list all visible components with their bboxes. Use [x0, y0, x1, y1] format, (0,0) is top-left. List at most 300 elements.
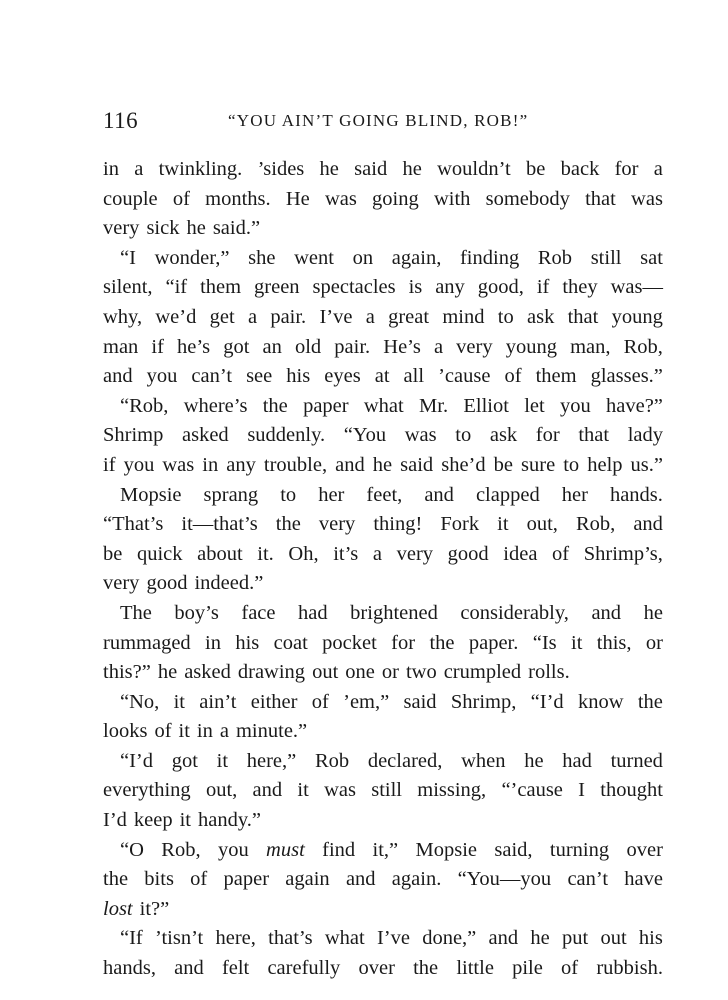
text-line: [103, 569, 663, 599]
word: she’d: [441, 453, 486, 476]
word: Fork: [440, 513, 480, 536]
word: I’d: [103, 809, 127, 832]
word: you: [217, 838, 249, 861]
word: got: [171, 749, 198, 772]
word: ’sides: [257, 158, 305, 180]
word: face: [241, 601, 276, 624]
text-line: [103, 747, 663, 777]
word: crumpled: [443, 661, 522, 684]
text-line: [103, 806, 663, 836]
word: of: [311, 690, 329, 713]
word: lost: [103, 897, 133, 920]
word: feet,: [366, 483, 403, 506]
word: quick: [136, 542, 183, 565]
word: rolls.: [528, 661, 570, 684]
word: them: [535, 365, 577, 388]
word: any: [226, 453, 256, 476]
word: sure: [521, 453, 556, 476]
word: Rob: [537, 246, 573, 269]
word: trouble,: [263, 453, 328, 476]
word: man,: [570, 335, 611, 358]
word: back: [560, 158, 600, 180]
word: pocket: [322, 631, 377, 654]
word: a: [653, 158, 663, 180]
text-line: [103, 895, 663, 925]
word: He’s: [383, 335, 421, 358]
word: very: [396, 542, 434, 565]
word: the: [429, 631, 455, 654]
word: felt: [221, 957, 250, 980]
word: thought: [600, 779, 663, 802]
word: great: [388, 305, 430, 328]
word: silent,: [103, 276, 153, 299]
word: get: [209, 305, 235, 328]
text-line: [103, 451, 663, 481]
word: looks: [103, 720, 148, 743]
word: if: [151, 335, 164, 358]
word: they: [562, 276, 598, 299]
word: man: [103, 335, 139, 358]
word: or: [645, 631, 663, 654]
word: let: [524, 394, 545, 417]
word: “O: [120, 838, 144, 861]
word: it: [571, 631, 583, 654]
word: old: [294, 335, 322, 358]
word: again,: [391, 246, 442, 269]
word: minute.”: [235, 720, 308, 743]
word: mind: [442, 305, 485, 328]
word: in: [205, 631, 221, 654]
word: done,”: [422, 927, 477, 950]
word: sat: [640, 246, 663, 269]
word: paper: [303, 394, 349, 417]
word: it: [497, 513, 509, 536]
word: that’s: [268, 927, 313, 950]
word: you: [559, 394, 591, 417]
word: the: [275, 513, 301, 536]
word: must: [266, 838, 305, 861]
word: and: [424, 483, 454, 506]
word: two: [405, 661, 437, 684]
word: that: [567, 305, 599, 328]
word: turning: [549, 838, 610, 861]
word: why,: [103, 305, 143, 328]
word: twinkling.: [158, 158, 243, 180]
word: be: [103, 542, 123, 565]
word: is: [408, 276, 423, 299]
word: he: [186, 217, 206, 240]
word: The: [120, 601, 152, 624]
word: and: [252, 779, 283, 802]
word: it: [179, 809, 192, 832]
word: it: [173, 690, 185, 713]
text-line: [103, 924, 663, 954]
word: you: [123, 453, 155, 476]
text-line: [103, 510, 663, 540]
word: “I’d: [120, 749, 154, 772]
word: a: [365, 305, 375, 328]
word: if: [536, 276, 550, 299]
word: “No,: [120, 690, 160, 713]
word: got: [223, 335, 250, 358]
word: out,: [526, 513, 558, 536]
word: all: [403, 365, 425, 388]
word: on: [352, 246, 374, 269]
word: brightened: [350, 601, 438, 624]
word: Rob,: [623, 335, 663, 358]
word: said,: [494, 838, 533, 861]
word: ’tisn’t: [155, 927, 204, 950]
text-line: [103, 836, 663, 866]
word: I: [578, 779, 585, 802]
word: handy.”: [198, 809, 262, 832]
word: can’t: [191, 365, 233, 388]
word: of: [154, 720, 172, 743]
word: her: [318, 483, 345, 506]
word: about: [197, 542, 243, 565]
word: have: [624, 868, 663, 891]
word: in: [196, 720, 213, 743]
word: was: [162, 453, 195, 476]
word: wouldn’t: [437, 158, 511, 180]
word: and: [174, 957, 204, 980]
word: ’cause: [438, 365, 491, 388]
word: a: [134, 158, 144, 180]
word: Mopsie: [120, 483, 182, 506]
word: wonder,”: [154, 246, 230, 269]
word: to: [563, 453, 580, 476]
word: indeed.”: [194, 572, 264, 595]
word: “Rob,: [120, 394, 169, 417]
word: “That’s: [103, 513, 164, 536]
word: glasses.”: [590, 365, 663, 388]
word: Rob: [314, 749, 350, 772]
word: of: [190, 868, 208, 891]
word: out,: [205, 779, 238, 802]
word: of: [561, 957, 579, 980]
word: was: [324, 779, 356, 802]
word: to: [455, 424, 472, 447]
word: it: [297, 779, 309, 802]
word: out: [600, 927, 627, 950]
word: here,: [215, 927, 256, 950]
word: was: [404, 424, 437, 447]
text-line: [103, 303, 663, 333]
word: his: [638, 927, 663, 950]
word: I’ve: [376, 927, 410, 950]
word: his: [235, 631, 260, 654]
word: and: [335, 453, 365, 476]
word: he: [530, 927, 550, 950]
word: very: [103, 572, 140, 595]
word: and: [345, 868, 376, 891]
word: sick: [146, 217, 180, 240]
word: said: [403, 690, 437, 713]
word: everything: [103, 779, 191, 802]
word: this,: [596, 631, 632, 654]
word: had: [298, 601, 328, 624]
word: Oh,: [288, 542, 319, 565]
word: in: [103, 158, 119, 180]
word: very: [456, 335, 493, 358]
text-line: [103, 658, 663, 688]
word: Rob,: [575, 513, 616, 536]
word: ask: [527, 305, 555, 328]
word: couple: [103, 187, 158, 210]
word: very: [318, 513, 356, 536]
word: put: [562, 927, 589, 950]
text-line: [103, 481, 663, 511]
word: “I: [120, 246, 136, 269]
word: it: [216, 749, 229, 772]
text-line: [103, 185, 663, 215]
word: rubbish.: [596, 957, 663, 980]
word: thing!: [373, 513, 423, 536]
word: you: [146, 365, 178, 388]
word: considerably,: [460, 601, 569, 624]
word: the: [262, 394, 288, 417]
text-line: [103, 599, 663, 629]
word: and: [591, 601, 622, 624]
text-line: [103, 629, 663, 659]
word: see: [246, 365, 273, 388]
word: “If: [120, 927, 143, 950]
word: asked: [184, 661, 231, 684]
word: a: [247, 305, 258, 328]
word: it,”: [372, 838, 399, 861]
word: pair.: [334, 335, 371, 358]
word: again.: [391, 868, 442, 891]
word: he: [157, 661, 178, 684]
text-line: [103, 688, 663, 718]
word: here,”: [246, 749, 297, 772]
word: it?”: [139, 897, 170, 920]
word: said: [400, 453, 434, 476]
word: when: [461, 749, 506, 772]
word: for: [535, 424, 560, 447]
word: either: [250, 690, 298, 713]
word: paper.: [468, 631, 519, 654]
text-line: [103, 155, 663, 185]
word: still: [371, 779, 402, 802]
word: where’s: [183, 394, 248, 417]
word: and: [488, 927, 519, 950]
word: months.: [205, 187, 271, 210]
word: boy’s: [174, 601, 219, 624]
word: coat: [273, 631, 308, 654]
text-line: [103, 244, 663, 274]
word: it’s: [333, 542, 359, 565]
word: he: [372, 453, 393, 476]
word: asked: [182, 424, 229, 447]
word: “You: [343, 424, 387, 447]
word: a: [219, 720, 229, 743]
word: Elliot: [463, 394, 509, 417]
word: young: [611, 305, 663, 328]
word: he: [402, 158, 422, 180]
word: the: [103, 868, 129, 891]
word: “’cause: [501, 779, 563, 802]
word: I’ve: [319, 305, 353, 328]
word: idea: [503, 542, 538, 565]
word: one: [345, 661, 375, 684]
word: the: [413, 957, 439, 980]
word: drawing: [237, 661, 306, 684]
word: going: [372, 187, 419, 210]
word: said: [354, 158, 388, 180]
word: good: [447, 542, 489, 565]
word: Shrimp,: [450, 690, 517, 713]
word: was: [631, 187, 663, 210]
word: was—: [610, 276, 663, 299]
word: bits: [144, 868, 174, 891]
word: help: [587, 453, 623, 476]
word: what: [324, 927, 365, 950]
word: an: [262, 335, 282, 358]
text-line: [103, 717, 663, 747]
word: “You—you: [457, 868, 552, 891]
text-line: [103, 421, 663, 451]
word: somebody: [485, 187, 570, 210]
word: he: [643, 601, 663, 624]
word: clapped: [475, 483, 540, 506]
word: any: [435, 276, 465, 299]
word: turned: [610, 749, 663, 772]
word: again: [285, 868, 330, 891]
word: or: [381, 661, 399, 684]
word: a: [372, 542, 383, 565]
word: for: [391, 631, 416, 654]
word: He: [285, 187, 310, 210]
word: suddenly.: [247, 424, 326, 447]
word: Shrimp’s,: [583, 542, 663, 565]
word: it—that’s: [181, 513, 258, 536]
word: had: [562, 749, 592, 772]
word: this?”: [103, 661, 151, 684]
word: of: [504, 365, 522, 388]
word: pair.: [270, 305, 307, 328]
word: at: [374, 365, 390, 388]
word: little: [456, 957, 494, 980]
word: and: [633, 513, 663, 536]
word: “I’d: [530, 690, 564, 713]
word: them: [200, 276, 242, 299]
word: paper: [223, 868, 270, 891]
word: of: [172, 187, 190, 210]
text-line: [103, 392, 663, 422]
word: in: [202, 453, 219, 476]
word: spectacles: [312, 276, 396, 299]
text-line: [103, 776, 663, 806]
word: over: [358, 957, 395, 980]
word: us.”: [630, 453, 663, 476]
word: he: [319, 158, 339, 180]
word: went: [294, 246, 334, 269]
word: to: [497, 305, 514, 328]
word: ask: [489, 424, 518, 447]
word: that: [578, 424, 610, 447]
word: it.: [257, 542, 274, 565]
word: over: [626, 838, 663, 861]
word: keep: [133, 809, 173, 832]
word: Shrimp: [103, 424, 164, 447]
word: hands.: [609, 483, 663, 506]
text-line: [103, 362, 663, 392]
word: young: [505, 335, 557, 358]
running-head: “YOU AIN’T GOING BLIND, ROB!”: [228, 111, 529, 130]
word: her: [561, 483, 588, 506]
word: ’em,”: [343, 690, 390, 713]
word: green: [254, 276, 300, 299]
word: declared,: [367, 749, 443, 772]
word: his: [286, 365, 311, 388]
word: we’d: [155, 305, 197, 328]
word: carefully: [267, 957, 341, 980]
page-number: 116: [103, 108, 139, 133]
word: know: [577, 690, 624, 713]
word: said.”: [212, 217, 261, 240]
word: what: [363, 394, 404, 417]
word: finding: [459, 246, 520, 269]
word: very: [103, 217, 140, 240]
word: “Is: [532, 631, 557, 654]
word: be: [493, 453, 514, 476]
word: lady: [627, 424, 663, 447]
word: out: [312, 661, 339, 684]
word: pile: [512, 957, 543, 980]
text-line: [103, 865, 663, 895]
word: the: [637, 690, 663, 713]
word: hands,: [103, 957, 156, 980]
word: for: [614, 158, 639, 180]
word: good: [146, 572, 188, 595]
word: she: [248, 246, 276, 269]
word: to: [280, 483, 297, 506]
word: missing,: [417, 779, 487, 802]
word: he’s: [177, 335, 211, 358]
word: of: [552, 542, 570, 565]
word: it: [178, 720, 190, 743]
word: have?”: [606, 394, 663, 417]
word: good,: [477, 276, 524, 299]
word: with: [433, 187, 471, 210]
text-line: [103, 540, 663, 570]
word: he: [524, 749, 544, 772]
word: and: [103, 365, 133, 388]
word: still: [590, 246, 622, 269]
word: was: [324, 187, 357, 210]
body-text: [103, 155, 663, 984]
text-line: [103, 954, 663, 984]
text-line: [103, 273, 663, 303]
text-line: [103, 214, 663, 244]
word: a: [433, 335, 444, 358]
word: sprang: [203, 483, 259, 506]
word: can’t: [567, 868, 609, 891]
page-header: [103, 108, 663, 138]
word: find: [322, 838, 356, 861]
word: “if: [165, 276, 188, 299]
word: that: [585, 187, 616, 210]
word: ain’t: [199, 690, 237, 713]
word: eyes: [324, 365, 361, 388]
text-line: [103, 333, 663, 363]
word: be: [526, 158, 546, 180]
word: Rob,: [161, 838, 201, 861]
word: Mr.: [419, 394, 449, 417]
word: Mopsie: [415, 838, 478, 861]
word: if: [103, 453, 116, 476]
